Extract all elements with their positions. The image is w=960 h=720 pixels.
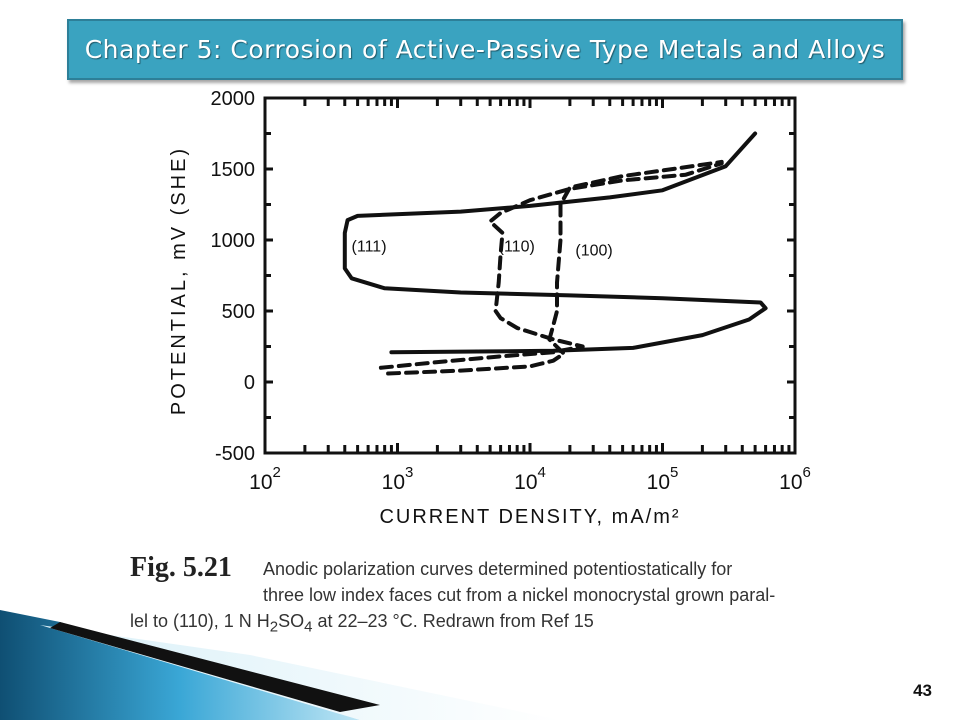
y-axis-label: POTENTIAL, mV (SHE)	[168, 145, 190, 416]
x-tick-label: $10^4$	[514, 464, 546, 494]
curve-annotation: (111)	[351, 238, 387, 256]
curve-annotation: (110)	[498, 238, 535, 256]
y-tick-label: -500	[214, 443, 255, 465]
caption-subscript: 4	[304, 618, 313, 636]
figure-label: Fig. 5.21	[130, 552, 232, 583]
x-tick-label: $10^3$	[381, 464, 414, 494]
caption-subscript: 2	[269, 618, 279, 636]
caption-line-2: three low index faces cut from a nickel monocrystal grown paral-	[263, 585, 776, 605]
y-tick-label: 1500	[210, 159, 255, 181]
plot-frame	[265, 98, 795, 453]
caption-part: lel to (110), 1 N H	[130, 611, 270, 631]
slide-title: Chapter 5: Corrosion of Active-Passive Type Metals and Alloys	[84, 35, 886, 64]
caption-text	[263, 556, 848, 608]
caption-part: at 22–23 °C. Redrawn from Ref 15	[312, 611, 594, 631]
x-tick-label: $10^2$	[249, 464, 281, 494]
y-tick-label: 0	[243, 372, 255, 394]
caption-line-1: Anodic polarization curves determined potentiostatically for	[263, 559, 733, 579]
caption-line-3	[130, 608, 594, 641]
x-axis-label: CURRENT DENSITY, mA/m²	[379, 506, 681, 528]
page-number: 43	[913, 681, 932, 700]
y-tick-label: 2000	[210, 88, 255, 110]
x-tick-label: $10^5$	[646, 464, 679, 494]
curve-annotation: (100)	[575, 242, 613, 260]
caption-part: SO	[278, 611, 305, 631]
y-tick-label: 1000	[210, 230, 255, 252]
y-tick-label: 500	[221, 301, 255, 323]
x-tick-label: $10^6$	[779, 464, 811, 494]
